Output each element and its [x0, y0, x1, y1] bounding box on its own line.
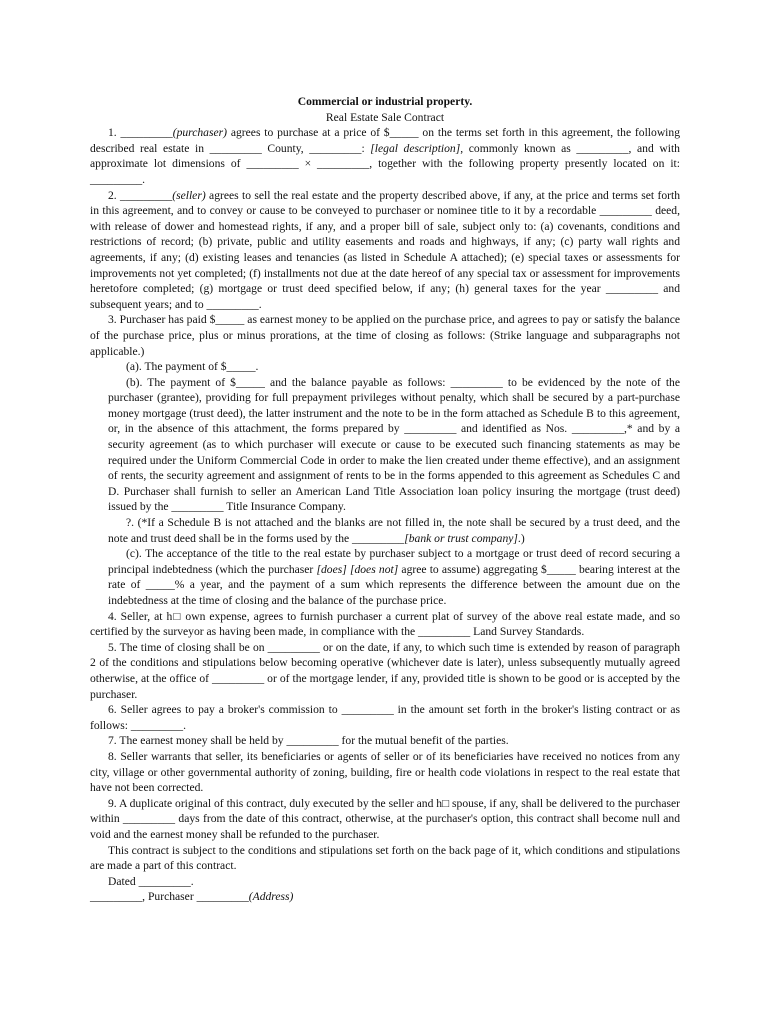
- paragraph-3b: (b). The payment of $_____ and the balance payable as follows: _________ to be evidenced by the note of the purchaser (grantee), providing for full prepayment privileges without penalty, which shall be secured by a part-purchase money mortgage (trust deed), the latter instrument and the note to be in the form attached as Schedule B to this agreement, or, in the absence of this attachment, the forms prepared by _________ and identified as Nos. _________,* and by a security agreement (as to which purchaser will execute or cause to be executed such financing statements as may be required under the Uniform Commercial Code in order to make the lien created under theme effective), and an assignment of rents, the security agreement and assignment of rents to be in the forms appended to this agreement as Schedules C and D. Purchaser shall furnish to seller an American Land Title Association loan policy insuring the mortgage (trust deed) issued by the _________ Title Insurance Company.: [108, 375, 680, 514]
- paragraph-1-part-b: agrees to purchase at a price of $_____ on the terms set forth in this agreement, the following described real estate in _________ County, _________:: [90, 126, 681, 155]
- paragraph-3c-part-a: (c). The acceptance of the title to the real estate by purchaser subject to a mortgage or trust deed of record securing a principal indebtedness (which the purchaser: [108, 547, 680, 576]
- paragraph-4: 4. Seller, at h□ own expense, agrees to furnish purchaser a current plat of survey of the above real estate made, and so certified by the surveyor as having been made, in compliance with the _________ Land Survey Standards.: [90, 609, 680, 639]
- paragraph-1-part-c: , commonly known as _________, and with approximate lot dimensions of _________ × _________, together with the following property presently located on it: _________.: [90, 141, 680, 186]
- document-subtitle: Real Estate Sale Contract: [325, 110, 445, 124]
- paragraph-3-note-part-a: ?. (*If a Schedule B is not attached and the blanks are not filled in, the note shall be secured by a trust deed, and the note and trust deed shall be in the forms used by the _________: [108, 516, 680, 545]
- paragraph-1-italic-legal-description: [legal description]: [370, 141, 461, 155]
- document-title: Commercial or industrial property.: [297, 95, 473, 108]
- signature-line: [90, 889, 680, 905]
- paragraph-8: 8. Seller warrants that seller, its beneficiaries or agents of seller or of its beneficiaries have received no notices from any city, village or other governmental authority of zoning, building, fire or health code violations in respect to the real estate that have not been corrected.: [90, 749, 680, 795]
- paragraph-3: 3. Purchaser has paid $_____ as earnest money to be applied on the purchase price, and agrees to pay or satisfy the balance of the purchase price, plus or minus prorations, at the time of closing as follows: (Strike language and subparagraphs not applicable.): [90, 313, 680, 358]
- document-page: [90, 94, 680, 905]
- paragraph-3c: [90, 546, 680, 608]
- paragraph-2-part-b: agrees to sell the real estate and the property described above, if any, at the price and terms set forth in this agreement, and to convey or cause to be conveyed to purchaser or nominee title to it by a recordable _________ deed, with release of dower and homestead rights, if any, and a proper bill of sale, subject only to: (a) covenants, conditions and restrictions of record; (b) private, public and utility easements and roads and highways, if any; (c) party wall rights and agreements, if any; (d) existing leases and tenancies (as listed in Schedule A attached); (e) special taxes or assessments for improvements not yet completed; (f) installments not due at the date hereof of any special tax or assessment for improvements heretofore completed; (g) mortgage or trust deed specified below, if any; (h) general taxes for the year _________ and subsequent years; and to _________.: [90, 188, 681, 311]
- paragraph-6: 6. Seller agrees to pay a broker's commission to _________ in the amount set forth in the broker's listing contract or as follows: _________.: [90, 703, 680, 732]
- signature-purchaser: _________, Purchaser _________: [90, 890, 249, 904]
- paragraph-1-italic-purchaser: (purchaser): [172, 126, 228, 140]
- paragraph-1-part-a: 1. _________: [108, 126, 173, 140]
- paragraph-3a: (a). The payment of $_____.: [126, 360, 259, 374]
- paragraph-3-note: [90, 515, 680, 546]
- paragraph-2-part-a: 2. _________: [108, 188, 173, 202]
- paragraph-3c-part-b: agree to assume) aggregating $_____ bearing interest at the rate of _____% a year, and the payment of a sum which represents the difference between the amount due on the indebtedness at the time of closing and the balance of the purchase price.: [108, 562, 680, 607]
- paragraph-7: 7. The earnest money shall be held by _________ for the mutual benefit of the parties.: [108, 734, 509, 748]
- paragraph-10: This contract is subject to the conditions and stipulations set forth on the back page of it, which conditions and stipulations are made a part of this contract.: [90, 843, 680, 873]
- dated-line: Dated _________.: [108, 874, 194, 888]
- paragraph-1: [90, 125, 680, 187]
- paragraph-3c-italic: [does] [does not]: [316, 562, 399, 576]
- paragraph-2-italic-seller: (seller): [172, 188, 206, 202]
- paragraph-3-note-italic: [bank or trust company]: [404, 531, 518, 545]
- signature-address: (Address): [248, 890, 294, 904]
- paragraph-5: 5. The time of closing shall be on _________ or on the date, if any, to which such time is extended by reason of paragraph 2 of the conditions and stipulations below becoming operative (whichever date is later), unless subsequently mutually agreed otherwise, at the office of _________ or of the mortgage lender, if any, provided title is shown to be good or is accepted by the purchaser.: [90, 640, 680, 701]
- paragraph-2: [90, 188, 680, 313]
- paragraph-9: 9. A duplicate original of this contract, duly executed by the seller and h□ spouse, if any, shall be delivered to the purchaser within _________ days from the date of this contract, otherwise, at the purchaser's option, this contract shall become null and void and the earnest money shall be refunded to the purchaser.: [90, 796, 680, 841]
- paragraph-3-note-part-b: .): [517, 531, 525, 545]
